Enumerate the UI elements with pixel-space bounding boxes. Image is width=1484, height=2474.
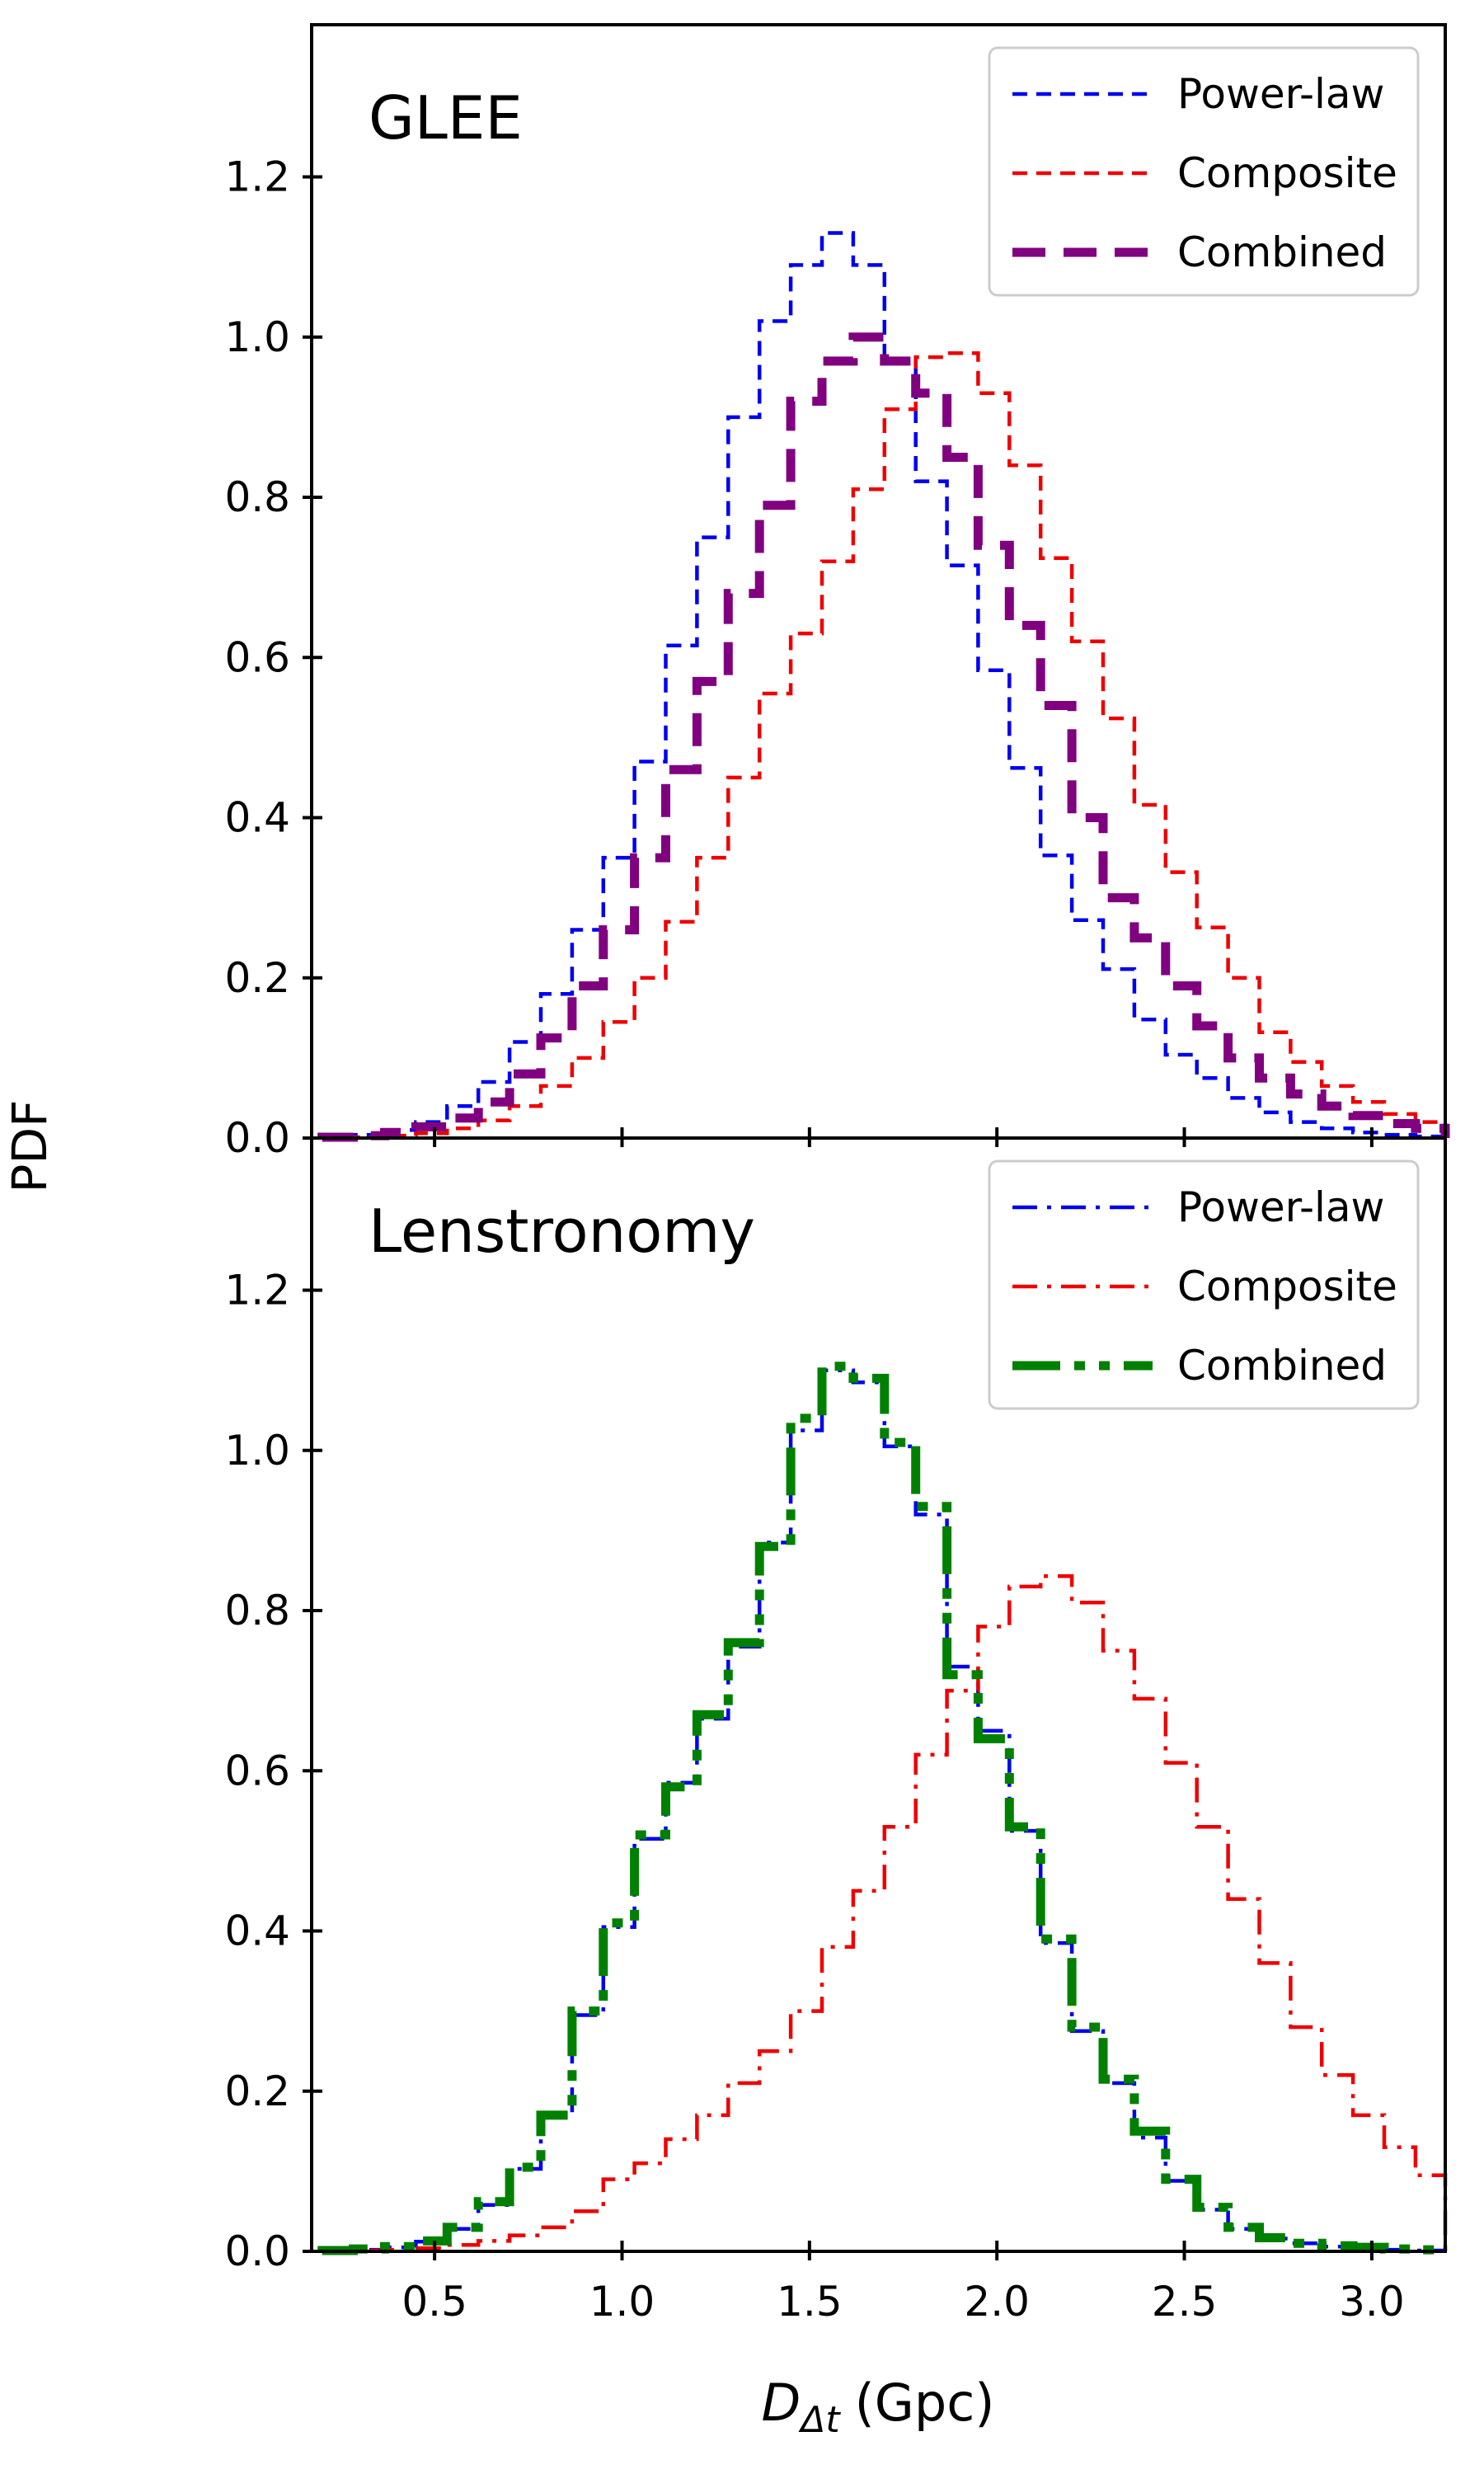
legend-label-top-power-law: Power-law <box>1177 70 1385 118</box>
x-axis-label <box>762 2373 995 2441</box>
y-tick-label-bottom: 1.0 <box>224 1426 290 1475</box>
x-tick-label: 2.5 <box>1151 2278 1218 2326</box>
x-tick-label: 0.5 <box>402 2278 467 2326</box>
x-axis-label-subscript: Δt <box>801 2399 840 2441</box>
histogram-top-composite <box>322 353 1445 1138</box>
histogram-bottom-combined <box>322 1366 1445 2251</box>
y-tick-label-top: 1.0 <box>224 313 290 361</box>
top-panel-title: GLEE <box>369 83 523 153</box>
y-tick-label-bottom: 0.2 <box>224 2067 290 2115</box>
y-tick-label-bottom: 0.6 <box>224 1747 290 1795</box>
y-tick-label-bottom: 0.4 <box>224 1907 290 1955</box>
generated-chart-layer <box>224 25 1445 2326</box>
x-axis-label-unit: (Gpc) <box>854 2373 995 2433</box>
y-tick-label-top: 1.2 <box>224 153 290 201</box>
y-tick-label-top: 0.0 <box>224 1114 290 1162</box>
x-tick-label: 2.0 <box>964 2278 1030 2326</box>
histogram-top-power-law <box>322 233 1445 1139</box>
y-tick-label-bottom: 1.2 <box>224 1266 290 1315</box>
x-tick-label: 1.0 <box>589 2278 655 2326</box>
y-tick-label-top: 0.6 <box>224 633 290 682</box>
legend-label-top-composite: Composite <box>1177 149 1397 197</box>
y-tick-label-top: 0.2 <box>224 953 290 1002</box>
x-tick-label: 3.0 <box>1339 2278 1405 2326</box>
y-axis-label: PDF <box>2 1099 58 1193</box>
legend-label-bottom-composite: Composite <box>1177 1263 1397 1310</box>
y-tick-label-bottom: 0.0 <box>224 2227 290 2275</box>
x-tick-label: 1.5 <box>777 2278 843 2326</box>
legend-label-bottom-combined: Combined <box>1177 1342 1388 1390</box>
y-tick-label-bottom: 0.8 <box>224 1587 290 1635</box>
y-tick-label-top: 0.4 <box>224 793 290 842</box>
histogram-bottom-composite <box>322 1576 1445 2251</box>
histogram-top-combined <box>322 337 1445 1138</box>
legend-label-bottom-power-law: Power-law <box>1177 1183 1385 1231</box>
y-tick-label-top: 0.8 <box>224 473 290 522</box>
legend-label-top-combined: Combined <box>1177 228 1388 276</box>
bottom-panel-title: Lenstronomy <box>369 1197 756 1266</box>
histogram-bottom-power-law <box>322 1371 1445 2251</box>
x-axis-label-symbol: D <box>761 2373 801 2433</box>
